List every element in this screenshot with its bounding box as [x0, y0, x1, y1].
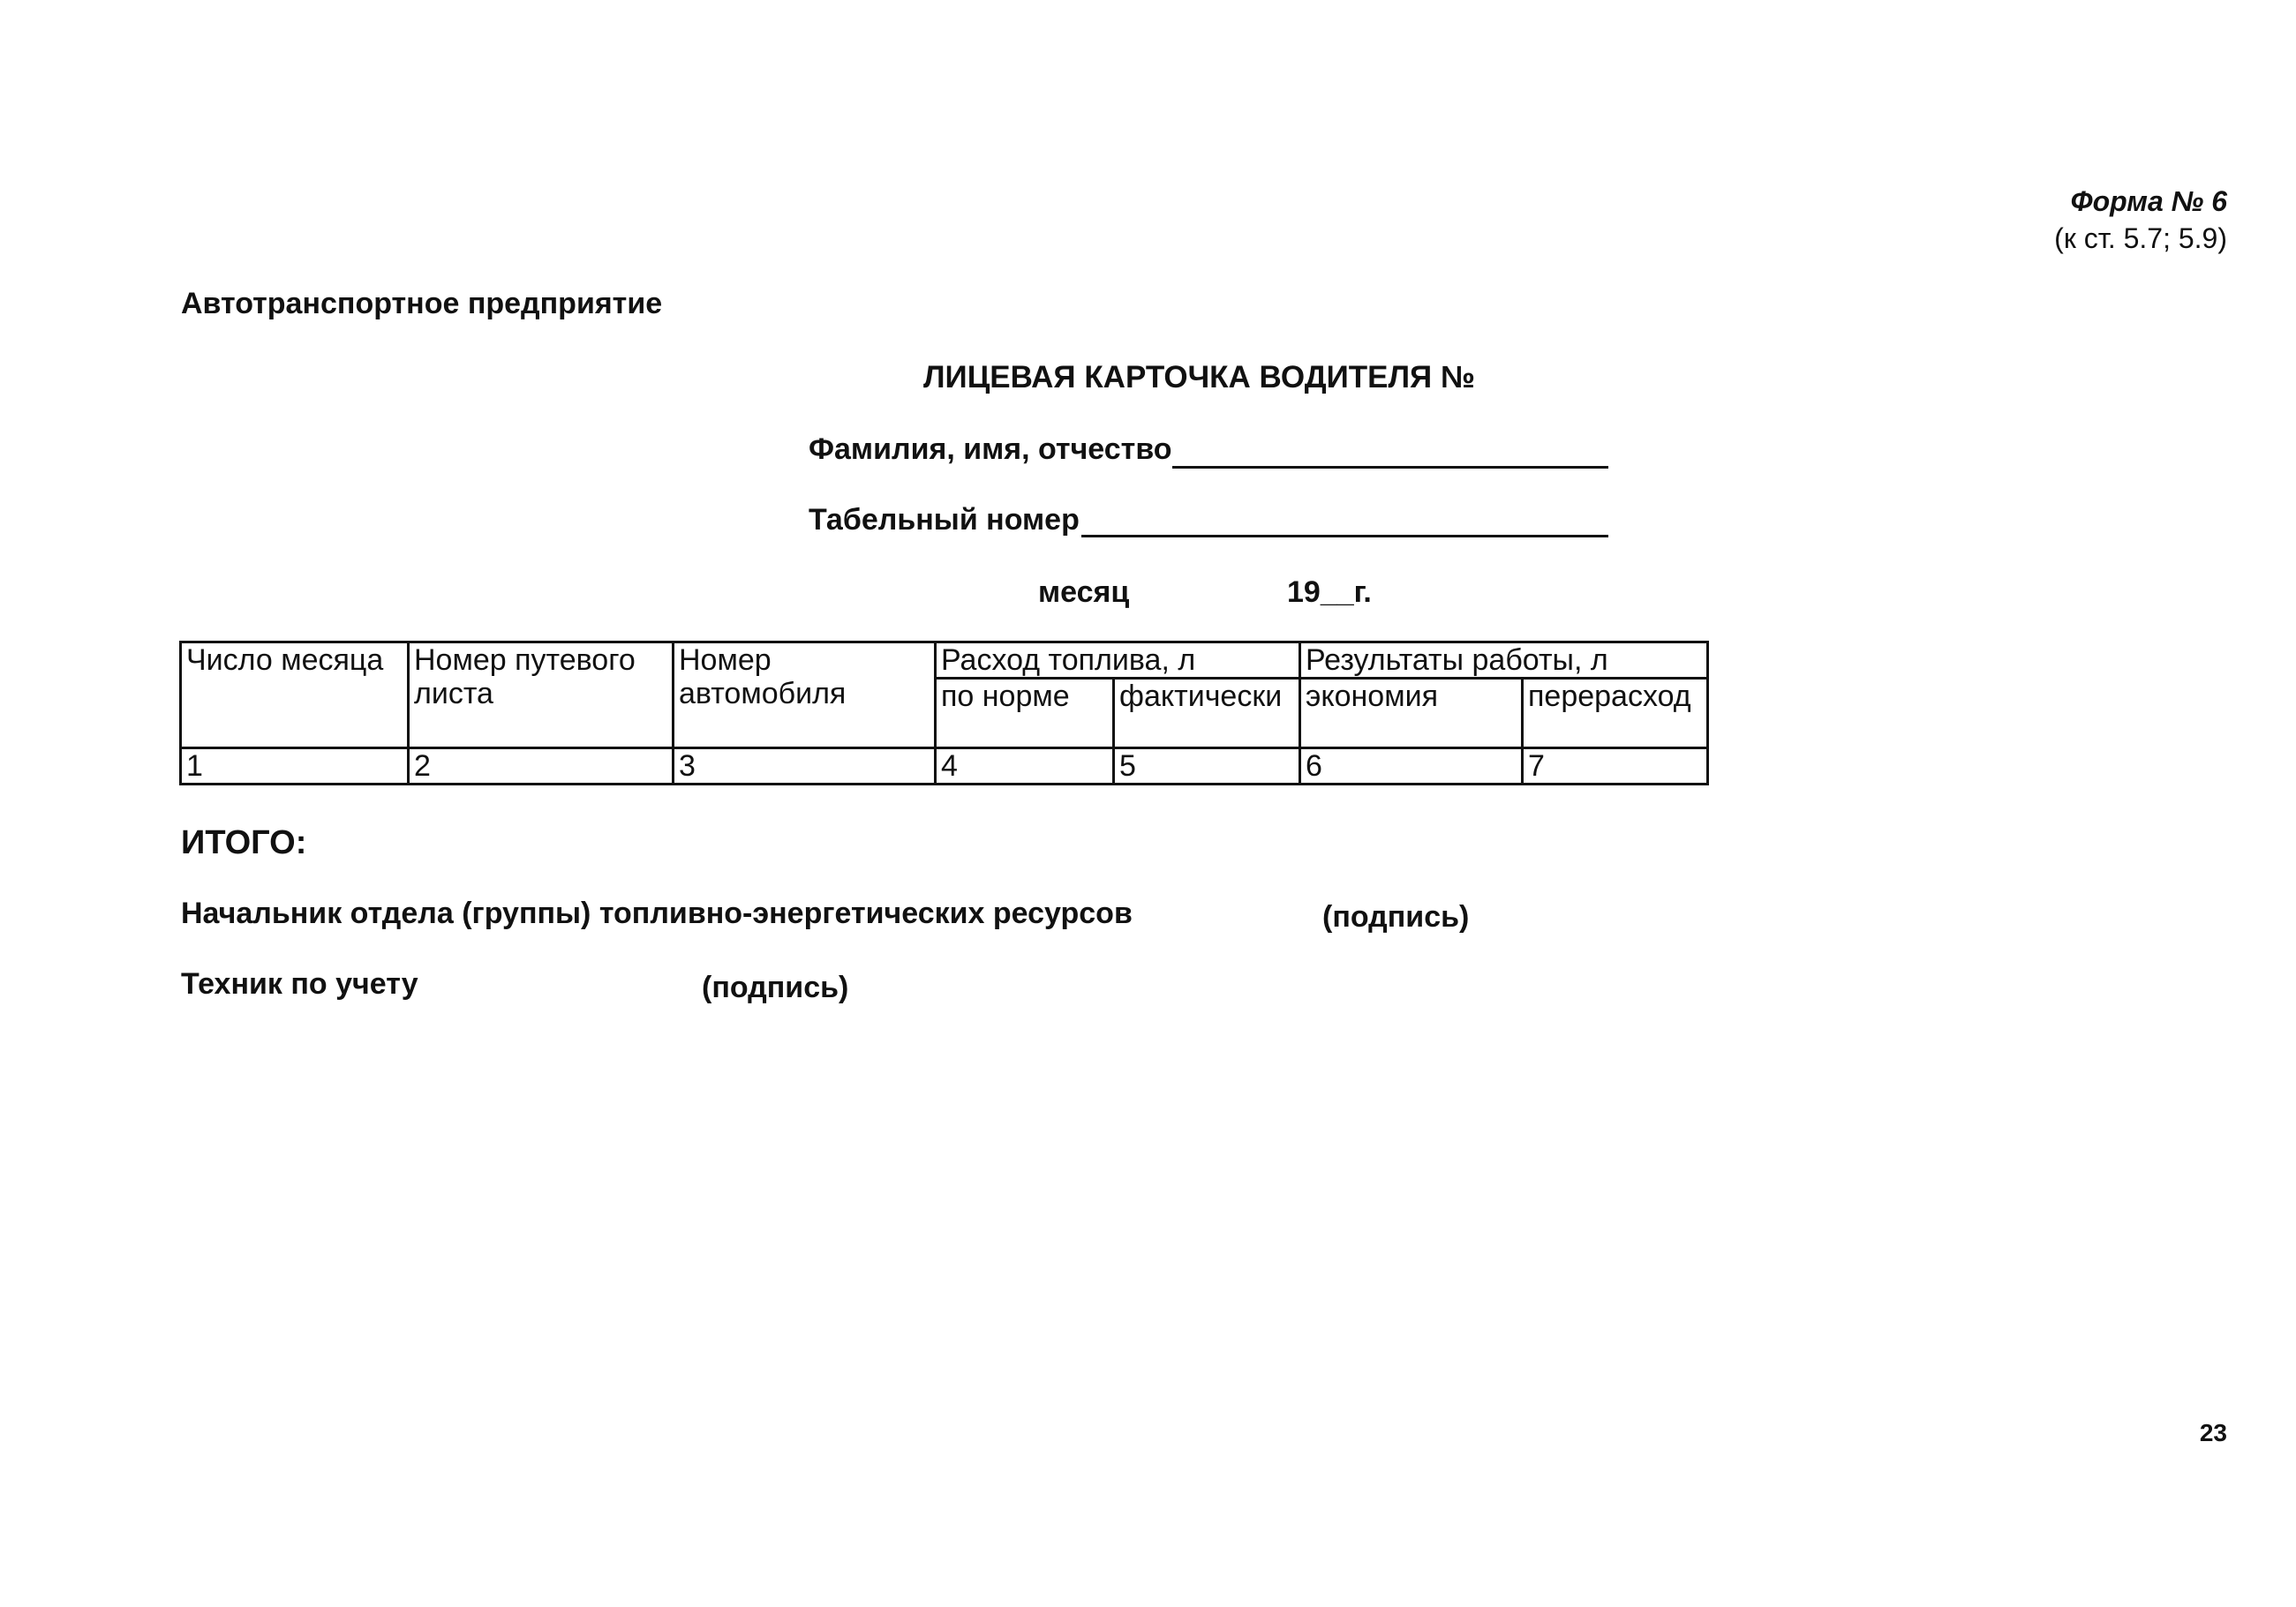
fio-label: Фамилия, имя, отчество: [809, 432, 1172, 466]
year-label: 19__г.: [1287, 575, 1372, 609]
technician-label: Техник по учету: [181, 967, 418, 1001]
header-actual: фактически: [1114, 679, 1300, 748]
chief-signature-label: (подпись): [1322, 900, 1470, 934]
header-by-norm: по норме: [936, 679, 1114, 748]
column-number: 2: [409, 748, 674, 785]
column-number: 5: [1114, 748, 1300, 785]
table-header-row: [181, 642, 1708, 679]
column-number: 3: [674, 748, 936, 785]
column-number: 4: [936, 748, 1114, 785]
header-day-of-month: Число месяца: [181, 642, 409, 748]
tab-number-label: Табельный номер: [809, 503, 1080, 537]
form-reference: (к ст. 5.7; 5.9): [2054, 222, 2227, 254]
fio-field[interactable]: [1172, 466, 1608, 469]
technician-signature-label: (подпись): [702, 971, 849, 1004]
header-fuel-consumption: Расход топлива, л: [936, 642, 1300, 679]
column-number: 7: [1523, 748, 1708, 785]
total-label: ИТОГО:: [181, 824, 307, 861]
tab-number-field[interactable]: [1081, 535, 1608, 537]
form-number: Форма № 6: [2070, 185, 2227, 217]
header-overspend: перерасход: [1523, 679, 1708, 748]
column-number: 1: [181, 748, 409, 785]
table-row: [181, 748, 1708, 785]
month-label: месяц: [1038, 575, 1130, 609]
chief-label: Начальник отдела (группы) топливно-энергетических ресурсов: [181, 897, 1133, 930]
column-number: 6: [1300, 748, 1523, 785]
page-title: ЛИЦЕВАЯ КАРТОЧКА ВОДИТЕЛЯ №: [923, 360, 1475, 394]
header-waybill-number: Номер путевого листа: [409, 642, 674, 748]
page-number: 23: [2199, 1419, 2227, 1446]
header-work-results: Результаты работы, л: [1300, 642, 1708, 679]
organization-label: Автотранспортное предприятие: [181, 287, 663, 320]
driver-card-table: [179, 641, 1709, 785]
header-vehicle-number: Номер автомобиля: [674, 642, 936, 748]
header-saving: экономия: [1300, 679, 1523, 748]
